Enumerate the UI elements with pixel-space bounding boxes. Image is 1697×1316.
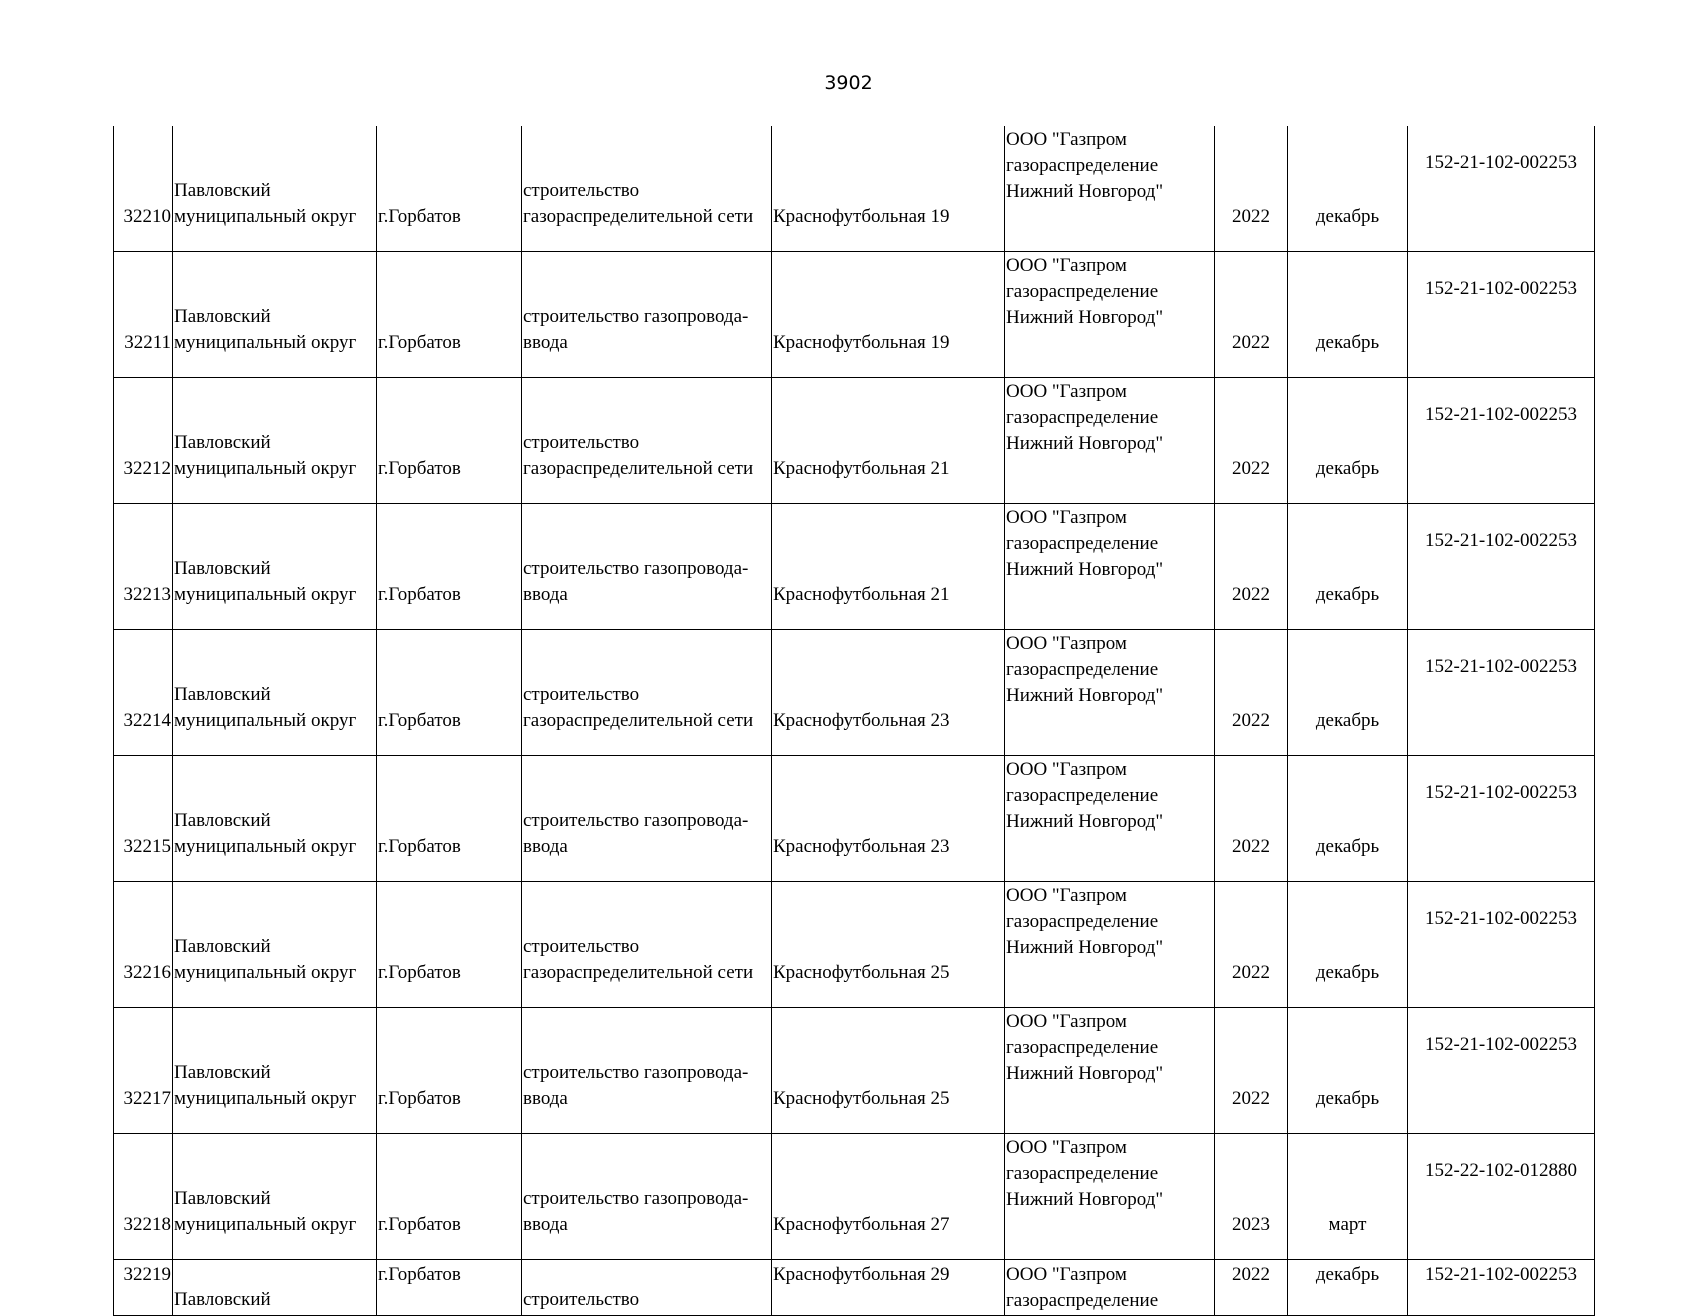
table-row bbox=[114, 378, 1595, 504]
work-line2: газораспределительной сети bbox=[523, 458, 754, 479]
work-type-cell bbox=[522, 1260, 772, 1316]
locality-cell bbox=[377, 252, 522, 378]
address-cell bbox=[772, 1008, 1005, 1134]
year-cell bbox=[1215, 126, 1288, 252]
organization-cell bbox=[1005, 252, 1215, 378]
locality-cell bbox=[377, 378, 522, 504]
month: декабрь bbox=[1315, 584, 1380, 605]
org-line3: Нижний Новгород" bbox=[1006, 307, 1164, 328]
work-line1: строительство газопровода- bbox=[523, 558, 749, 579]
month: декабрь bbox=[1315, 710, 1380, 731]
district-line2: муниципальный округ bbox=[174, 836, 357, 857]
code-cell bbox=[1408, 882, 1595, 1008]
locality: г.Горбатов bbox=[378, 332, 461, 353]
table-row bbox=[114, 1008, 1595, 1134]
org-line2: газораспределение bbox=[1006, 1290, 1159, 1311]
code-cell bbox=[1408, 756, 1595, 882]
district-line1: Павловский bbox=[174, 1188, 271, 1209]
code-cell bbox=[1408, 504, 1595, 630]
work-line1: строительство bbox=[523, 936, 640, 957]
row-id-cell bbox=[114, 1260, 173, 1316]
year-cell bbox=[1215, 756, 1288, 882]
district-line1: Павловский bbox=[174, 432, 271, 453]
month: декабрь bbox=[1315, 1088, 1380, 1109]
org-line2: газораспределение bbox=[1006, 533, 1159, 554]
registry-code: 152-22-102-012880 bbox=[1425, 1160, 1577, 1181]
year: 2022 bbox=[1232, 962, 1270, 983]
work-line1: строительство газопровода- bbox=[523, 810, 749, 831]
district-line2: муниципальный округ bbox=[174, 206, 357, 227]
district-line1: Павловский bbox=[174, 558, 271, 579]
org-line3: Нижний Новгород" bbox=[1006, 685, 1164, 706]
row-id-cell bbox=[114, 882, 173, 1008]
work-line2: ввода bbox=[523, 584, 568, 605]
work-line2: газораспределительной сети bbox=[523, 206, 754, 227]
organization-cell bbox=[1005, 378, 1215, 504]
locality-cell bbox=[377, 1260, 522, 1316]
year-cell bbox=[1215, 1008, 1288, 1134]
work-line1: строительство bbox=[523, 684, 640, 705]
row-id: 32217 bbox=[123, 1088, 171, 1109]
work-type-cell bbox=[522, 1134, 772, 1260]
work-line1: строительство газопровода- bbox=[523, 1062, 749, 1083]
month-cell bbox=[1288, 126, 1408, 252]
registry-table bbox=[113, 126, 1595, 1316]
org-line2: газораспределение bbox=[1006, 281, 1159, 302]
org-line2: газораспределение bbox=[1006, 1037, 1159, 1058]
table-row bbox=[114, 882, 1595, 1008]
district-line1: Павловский bbox=[174, 810, 271, 831]
year: 2022 bbox=[1232, 1088, 1270, 1109]
registry-code: 152-21-102-002253 bbox=[1425, 404, 1577, 425]
address: Краснофутбольная 29 bbox=[773, 1264, 950, 1285]
org-line1: ООО "Газпром bbox=[1006, 381, 1127, 402]
month-cell bbox=[1288, 756, 1408, 882]
district-line1: Павловский bbox=[174, 684, 271, 705]
row-id-cell bbox=[114, 252, 173, 378]
table-row bbox=[114, 252, 1595, 378]
registry-code: 152-21-102-002253 bbox=[1425, 782, 1577, 803]
row-id: 32213 bbox=[123, 584, 171, 605]
row-id-cell bbox=[114, 1134, 173, 1260]
month: март bbox=[1328, 1214, 1367, 1235]
district-cell bbox=[173, 1134, 377, 1260]
row-id-cell bbox=[114, 504, 173, 630]
row-id-cell bbox=[114, 378, 173, 504]
code-cell bbox=[1408, 1008, 1595, 1134]
locality-cell bbox=[377, 504, 522, 630]
address: Краснофутбольная 21 bbox=[773, 584, 950, 605]
district-cell bbox=[173, 1008, 377, 1134]
year: 2022 bbox=[1232, 836, 1270, 857]
org-line1: ООО "Газпром bbox=[1006, 1264, 1127, 1285]
work-line2: ввода bbox=[523, 1088, 568, 1109]
district-line2: муниципальный округ bbox=[174, 458, 357, 479]
table-row bbox=[114, 504, 1595, 630]
row-id: 32219 bbox=[123, 1264, 171, 1285]
district-cell bbox=[173, 882, 377, 1008]
year-cell bbox=[1215, 1134, 1288, 1260]
work-type-cell bbox=[522, 630, 772, 756]
month-cell bbox=[1288, 504, 1408, 630]
locality-cell bbox=[377, 1008, 522, 1134]
district-cell bbox=[173, 756, 377, 882]
page-number: 3902 bbox=[824, 72, 873, 94]
locality: г.Горбатов bbox=[378, 458, 461, 479]
month: декабрь bbox=[1315, 1264, 1380, 1285]
table-row bbox=[114, 1134, 1595, 1260]
code-cell bbox=[1408, 630, 1595, 756]
organization-cell bbox=[1005, 126, 1215, 252]
district-cell bbox=[173, 378, 377, 504]
row-id: 32210 bbox=[123, 206, 171, 227]
row-id: 32215 bbox=[123, 836, 171, 857]
work-line2: ввода bbox=[523, 836, 568, 857]
address: Краснофутбольная 23 bbox=[773, 836, 950, 857]
work-type-cell bbox=[522, 756, 772, 882]
org-line3: Нижний Новгород" bbox=[1006, 1189, 1164, 1210]
org-line2: газораспределение bbox=[1006, 659, 1159, 680]
work-line2: газораспределительной сети bbox=[523, 962, 754, 983]
address-cell bbox=[772, 126, 1005, 252]
org-line3: Нижний Новгород" bbox=[1006, 181, 1164, 202]
year: 2022 bbox=[1232, 206, 1270, 227]
district-line1: Павловский bbox=[174, 306, 271, 327]
district-line2: муниципальный округ bbox=[174, 962, 357, 983]
code-cell bbox=[1408, 378, 1595, 504]
org-line1: ООО "Газпром bbox=[1006, 507, 1127, 528]
organization-cell bbox=[1005, 1134, 1215, 1260]
work-type-cell bbox=[522, 1008, 772, 1134]
row-id-cell bbox=[114, 1008, 173, 1134]
work-line1: строительство bbox=[523, 1289, 640, 1310]
work-line1: строительство газопровода- bbox=[523, 306, 749, 327]
district-line2: муниципальный округ bbox=[174, 584, 357, 605]
row-id: 32216 bbox=[123, 962, 171, 983]
registry-code: 152-21-102-002253 bbox=[1425, 656, 1577, 677]
district-line2: муниципальный округ bbox=[174, 1088, 357, 1109]
district-cell bbox=[173, 504, 377, 630]
row-id: 32211 bbox=[124, 332, 171, 353]
address: Краснофутбольная 19 bbox=[773, 206, 950, 227]
row-id-cell bbox=[114, 126, 173, 252]
organization-cell bbox=[1005, 504, 1215, 630]
address-cell bbox=[772, 1134, 1005, 1260]
org-line2: газораспределение bbox=[1006, 911, 1159, 932]
address: Краснофутбольная 25 bbox=[773, 1088, 950, 1109]
org-line2: газораспределение bbox=[1006, 785, 1159, 806]
work-type-cell bbox=[522, 378, 772, 504]
locality-cell bbox=[377, 630, 522, 756]
table-row-partial bbox=[114, 1260, 1595, 1316]
year-cell bbox=[1215, 882, 1288, 1008]
table-row bbox=[114, 630, 1595, 756]
organization-cell bbox=[1005, 882, 1215, 1008]
month: декабрь bbox=[1315, 836, 1380, 857]
org-line2: газораспределение bbox=[1006, 407, 1159, 428]
row-id: 32214 bbox=[123, 710, 171, 731]
work-line2: ввода bbox=[523, 332, 568, 353]
month-cell bbox=[1288, 1260, 1408, 1316]
month-cell bbox=[1288, 1008, 1408, 1134]
row-id: 32212 bbox=[123, 458, 171, 479]
org-line2: газораспределение bbox=[1006, 1163, 1159, 1184]
year: 2022 bbox=[1232, 584, 1270, 605]
address-cell bbox=[772, 882, 1005, 1008]
locality-cell bbox=[377, 1134, 522, 1260]
org-line1: ООО "Газпром bbox=[1006, 759, 1127, 780]
row-id-cell bbox=[114, 756, 173, 882]
registry-code: 152-21-102-002253 bbox=[1425, 152, 1577, 173]
year-cell bbox=[1215, 1260, 1288, 1316]
locality: г.Горбатов bbox=[378, 836, 461, 857]
year-cell bbox=[1215, 378, 1288, 504]
org-line3: Нижний Новгород" bbox=[1006, 559, 1164, 580]
year: 2022 bbox=[1232, 1264, 1270, 1285]
org-line3: Нижний Новгород" bbox=[1006, 1063, 1164, 1084]
address-cell bbox=[772, 252, 1005, 378]
month-cell bbox=[1288, 378, 1408, 504]
work-line1: строительство газопровода- bbox=[523, 1188, 749, 1209]
table-row bbox=[114, 126, 1595, 252]
district-cell bbox=[173, 126, 377, 252]
organization-cell bbox=[1005, 630, 1215, 756]
work-line1: строительство bbox=[523, 180, 640, 201]
district-line1: Павловский bbox=[174, 180, 271, 201]
month: декабрь bbox=[1315, 206, 1380, 227]
work-line2: газораспределительной сети bbox=[523, 710, 754, 731]
year: 2023 bbox=[1232, 1214, 1270, 1235]
registry-code: 152-21-102-002253 bbox=[1425, 278, 1577, 299]
org-line1: ООО "Газпром bbox=[1006, 129, 1127, 150]
org-line3: Нижний Новгород" bbox=[1006, 811, 1164, 832]
address-cell bbox=[772, 1260, 1005, 1316]
address-cell bbox=[772, 756, 1005, 882]
district-cell bbox=[173, 630, 377, 756]
org-line1: ООО "Газпром bbox=[1006, 1137, 1127, 1158]
registry-code: 152-21-102-002253 bbox=[1425, 530, 1577, 551]
code-cell bbox=[1408, 252, 1595, 378]
district-line2: муниципальный округ bbox=[174, 1214, 357, 1235]
registry-code: 152-21-102-002253 bbox=[1425, 908, 1577, 929]
work-type-cell bbox=[522, 504, 772, 630]
locality-cell bbox=[377, 882, 522, 1008]
year: 2022 bbox=[1232, 458, 1270, 479]
address: Краснофутбольная 21 bbox=[773, 458, 950, 479]
month: декабрь bbox=[1315, 332, 1380, 353]
month: декабрь bbox=[1315, 962, 1380, 983]
address: Краснофутбольная 25 bbox=[773, 962, 950, 983]
work-type-cell bbox=[522, 252, 772, 378]
code-cell bbox=[1408, 1260, 1595, 1316]
work-line1: строительство bbox=[523, 432, 640, 453]
table-body bbox=[114, 126, 1595, 1316]
month-cell bbox=[1288, 882, 1408, 1008]
district-line1: Павловский bbox=[174, 936, 271, 957]
month-cell bbox=[1288, 1134, 1408, 1260]
district-line1: Павловский bbox=[174, 1062, 271, 1083]
locality: г.Горбатов bbox=[378, 962, 461, 983]
address: Краснофутбольная 19 bbox=[773, 332, 950, 353]
organization-cell bbox=[1005, 756, 1215, 882]
work-line2: ввода bbox=[523, 1214, 568, 1235]
org-line1: ООО "Газпром bbox=[1006, 885, 1127, 906]
year-cell bbox=[1215, 630, 1288, 756]
year-cell bbox=[1215, 252, 1288, 378]
locality: г.Горбатов bbox=[378, 1088, 461, 1109]
organization-cell bbox=[1005, 1260, 1215, 1316]
code-cell bbox=[1408, 126, 1595, 252]
org-line1: ООО "Газпром bbox=[1006, 1011, 1127, 1032]
address-cell bbox=[772, 504, 1005, 630]
work-type-cell bbox=[522, 882, 772, 1008]
work-type-cell bbox=[522, 126, 772, 252]
organization-cell bbox=[1005, 1008, 1215, 1134]
address: Краснофутбольная 27 bbox=[773, 1214, 950, 1235]
org-line1: ООО "Газпром bbox=[1006, 633, 1127, 654]
locality: г.Горбатов bbox=[378, 710, 461, 731]
table-row bbox=[114, 756, 1595, 882]
locality: г.Горбатов bbox=[378, 1264, 461, 1285]
row-id-cell bbox=[114, 630, 173, 756]
month-cell bbox=[1288, 252, 1408, 378]
locality: г.Горбатов bbox=[378, 584, 461, 605]
year-cell bbox=[1215, 504, 1288, 630]
org-line3: Нижний Новгород" bbox=[1006, 433, 1164, 454]
registry-code: 152-21-102-002253 bbox=[1425, 1264, 1577, 1285]
address: Краснофутбольная 23 bbox=[773, 710, 950, 731]
locality: г.Горбатов bbox=[378, 206, 461, 227]
registry-code: 152-21-102-002253 bbox=[1425, 1034, 1577, 1055]
locality-cell bbox=[377, 756, 522, 882]
address-cell bbox=[772, 630, 1005, 756]
year: 2022 bbox=[1232, 332, 1270, 353]
district-line2: муниципальный округ bbox=[174, 332, 357, 353]
locality-cell bbox=[377, 126, 522, 252]
locality: г.Горбатов bbox=[378, 1214, 461, 1235]
district-cell bbox=[173, 252, 377, 378]
month-cell bbox=[1288, 630, 1408, 756]
district-line2: муниципальный округ bbox=[174, 710, 357, 731]
org-line1: ООО "Газпром bbox=[1006, 255, 1127, 276]
code-cell bbox=[1408, 1134, 1595, 1260]
district-cell bbox=[173, 1260, 377, 1316]
district-line1: Павловский bbox=[174, 1289, 271, 1310]
org-line2: газораспределение bbox=[1006, 155, 1159, 176]
row-id: 32218 bbox=[123, 1214, 171, 1235]
org-line3: Нижний Новгород" bbox=[1006, 937, 1164, 958]
month: декабрь bbox=[1315, 458, 1380, 479]
year: 2022 bbox=[1232, 710, 1270, 731]
address-cell bbox=[772, 378, 1005, 504]
